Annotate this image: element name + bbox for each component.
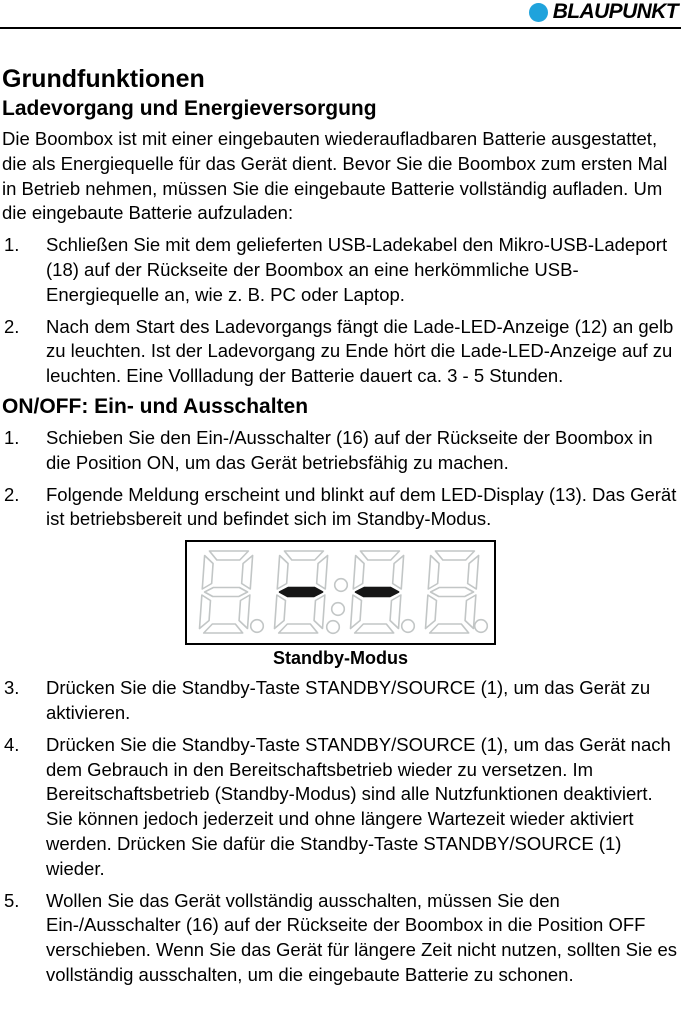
digit-2-dash-segment: [279, 588, 323, 597]
page-title: Grundfunktionen: [2, 65, 205, 93]
list-item-text: Folgende Meldung erscheint und blinkt auf dem LED-Display (13). Das Gerät ist betriebsbereit und befindet sich im Standby-Modus.: [46, 483, 677, 530]
list-item-number: 2.: [4, 315, 20, 337]
blaupunkt-logo: [529, 1, 678, 23]
document-content: [0, 65, 681, 988]
decimal-point-2: [327, 621, 340, 634]
figure-caption: Standby-Modus: [273, 648, 408, 669]
colon-lower-dot: [332, 603, 345, 616]
list-item-number: 3.: [4, 677, 20, 699]
colon-upper-dot: [335, 579, 348, 592]
list-item-text: Schließen Sie mit dem gelieferten USB-Ladekabel den Mikro-USB-Ladeport (18) auf der Rückseite der Boombox an eine herkömmliche USB-Energiequelle an, wie z. B. PC oder Laptop.: [46, 234, 668, 305]
decimal-point-3: [402, 620, 415, 633]
seven-segment-display-graphic: [187, 542, 494, 643]
list-item-number: 4.: [4, 733, 20, 755]
seven-segment-display: [185, 540, 496, 645]
led-display-figure: [2, 540, 679, 669]
digit-3-dash-segment: [355, 588, 399, 597]
list-item: [2, 483, 679, 533]
brand-wordmark: BLAUPUNKT: [552, 0, 678, 23]
blue-dot-icon: [529, 3, 548, 22]
list-item-number: 1.: [4, 426, 20, 448]
section-heading-onoff: ON/OFF: Ein- und Ausschalten: [2, 394, 309, 418]
list-item-number: 2.: [4, 483, 20, 505]
list-item-number: 5.: [4, 889, 20, 911]
list-item-text: Drücken Sie die Standby-Taste STANDBY/SOURCE (1), um das Gerät nach dem Gebrauch in den Bereitschaftsbetrieb wieder zu versetzen. Im Bereitschaftsbetrieb (Standby-Modus) sind alle Nutzfunktionen deaktiviert. Sie können jedoch jederzeit und ohne längere Wartezeit wieder aktiviert werden. Drücken Sie dafür die Standby-Taste STANDBY/SOURCE (1) wieder.: [46, 733, 671, 879]
decimal-point-4: [475, 620, 488, 633]
intro-paragraph: Die Boombox ist mit einer eingebauten wiederaufladbaren Batterie ausgestattet, die als Energiequelle für das Gerät dient. Bevor Sie die Boombox zum ersten Mal in Betrieb nehmen, müssen Sie die eingebaute Batterie vollständig aufladen. Um die eingebaute Batterie aufzuladen:: [2, 128, 668, 224]
list-item-number: 1.: [4, 234, 20, 256]
list-item-text: Nach dem Start des Ladevorgangs fängt die Lade-LED-Anzeige (12) an gelb zu leuchten. Ist der Ladevorgang zu Ende hört die Lade-LED-Anzeige auf zu leuchten. Eine Vollladung der Batterie dauert ca. 3 - 5 Stunden.: [46, 315, 674, 387]
list-item: [2, 889, 679, 988]
list-item: [2, 315, 679, 389]
list-item-text: Wollen Sie das Gerät vollständig ausschalten, müssen Sie den Ein-/Ausschalter (16) auf der Rückseite der Boombox in die Position OFF verschieben. Wenn Sie das Gerät für längere Zeit nicht nutzen, sollten Sie es vollständig ausschalten, um die eingebaute Batterie zu schonen.: [46, 889, 678, 985]
page-header-rule: [0, 0, 681, 29]
section-heading-charging: Ladevorgang und Energieversorgung: [2, 97, 377, 120]
list-item: [2, 233, 679, 307]
list-item: [2, 426, 679, 476]
digit-1-outline: [199, 551, 253, 633]
list-item-text: Drücken Sie die Standby-Taste STANDBY/SOURCE (1), um das Gerät zu aktivieren.: [46, 677, 651, 723]
list-item-text: Schieben Sie den Ein-/Ausschalter (16) auf der Rückseite der Boombox in die Position ON, um das Gerät betriebsfähig zu machen.: [46, 426, 653, 473]
list-item: [2, 676, 679, 726]
decimal-point-1: [251, 620, 264, 633]
digit-4-outline: [425, 551, 479, 633]
list-item: [2, 733, 679, 882]
